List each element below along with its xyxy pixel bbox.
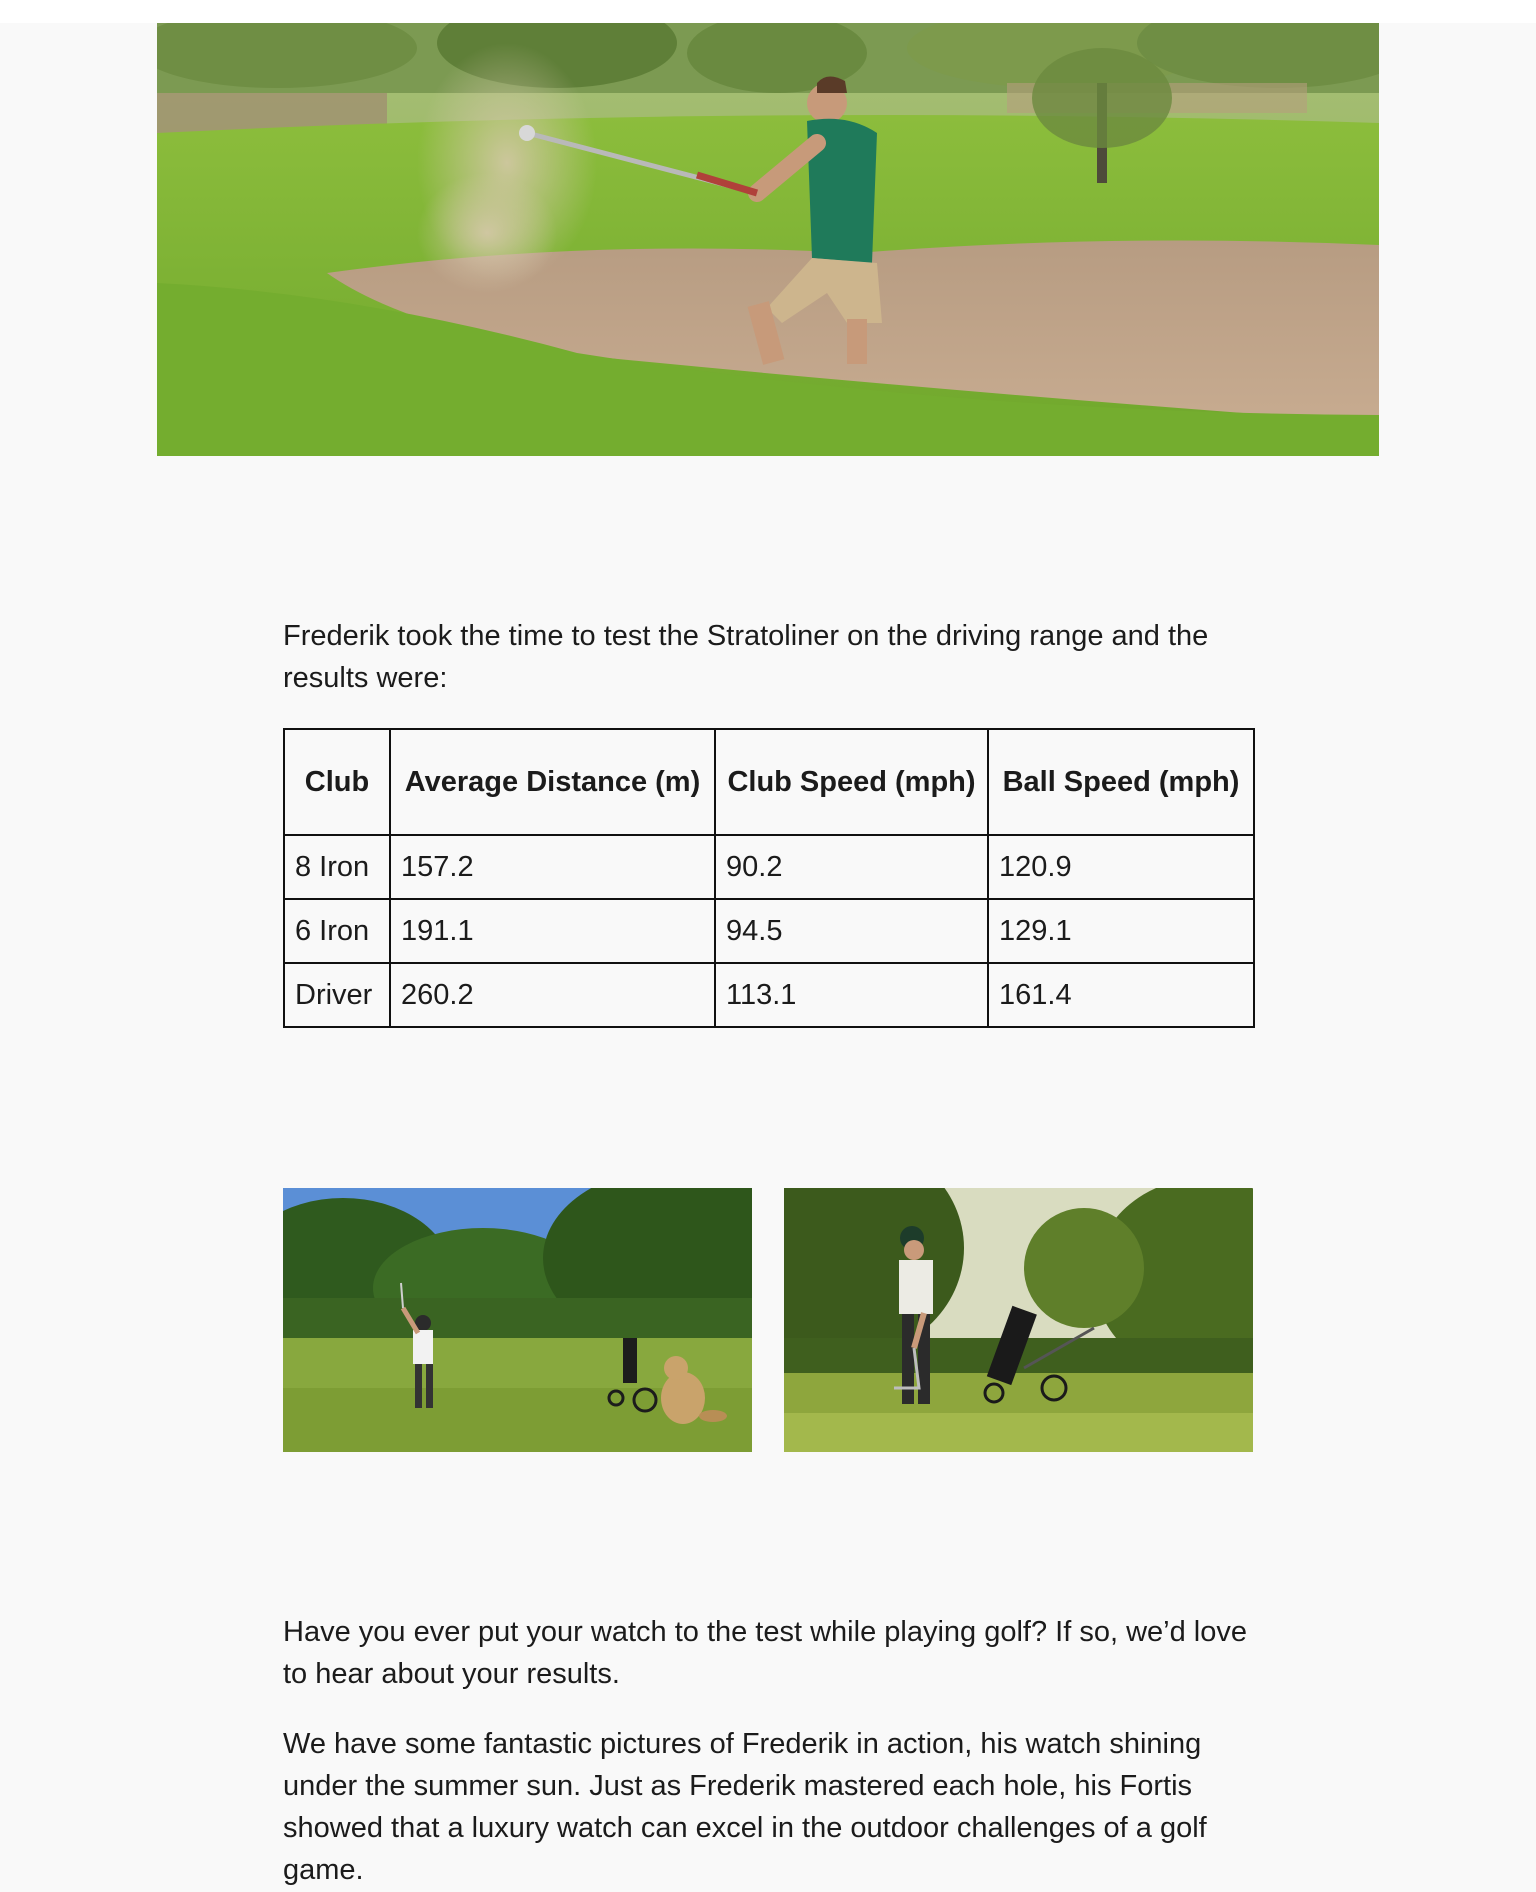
cell-club: 8 Iron [284,835,390,899]
table-row [284,835,1254,899]
cell-club-speed: 113.1 [715,963,988,1027]
cell-club: 6 Iron [284,899,390,963]
photo-golfer-chipping [784,1188,1253,1452]
table-header-row [284,729,1254,835]
cell-club-speed: 94.5 [715,899,988,963]
cell-ball-speed: 120.9 [988,835,1254,899]
cell-club: Driver [284,963,390,1027]
cell-ball-speed: 129.1 [988,899,1254,963]
photo-golfer-with-dog-illustration [283,1188,752,1452]
results-table [283,728,1255,1028]
pictures-paragraph: We have some fantastic pictures of Frederik in action, his watch shining under the summer sun. Just as Frederik mastered each hole, his Fortis showed that a luxury watch can excel in the outdoor challenges of a golf game. [283,1728,1207,1886]
question-paragraph: Have you ever put your watch to the test while playing golf? If so, we’d love to hear about your results. [283,1616,1247,1690]
cell-ball-speed: 161.4 [988,963,1254,1027]
header-ball-speed: Ball Speed (mph) [988,729,1254,835]
cell-average-distance: 260.2 [390,963,715,1027]
table-row [284,899,1254,963]
header-club-speed: Club Speed (mph) [715,729,988,835]
photo-golfer-chipping-illustration [784,1188,1253,1452]
cell-average-distance: 157.2 [390,835,715,899]
cell-club-speed: 90.2 [715,835,988,899]
intro-paragraph: Frederik took the time to test the Stratoliner on the driving range and the results were: [283,620,1209,694]
table-row [284,963,1254,1027]
hero-illustration [157,23,1379,456]
hero-photo-bunker-shot [157,23,1379,456]
top-bar [0,0,1536,23]
cell-average-distance: 191.1 [390,899,715,963]
header-average-distance: Average Distance (m) [390,729,715,835]
photo-golfer-with-dog [283,1188,752,1452]
header-club: Club [284,729,390,835]
